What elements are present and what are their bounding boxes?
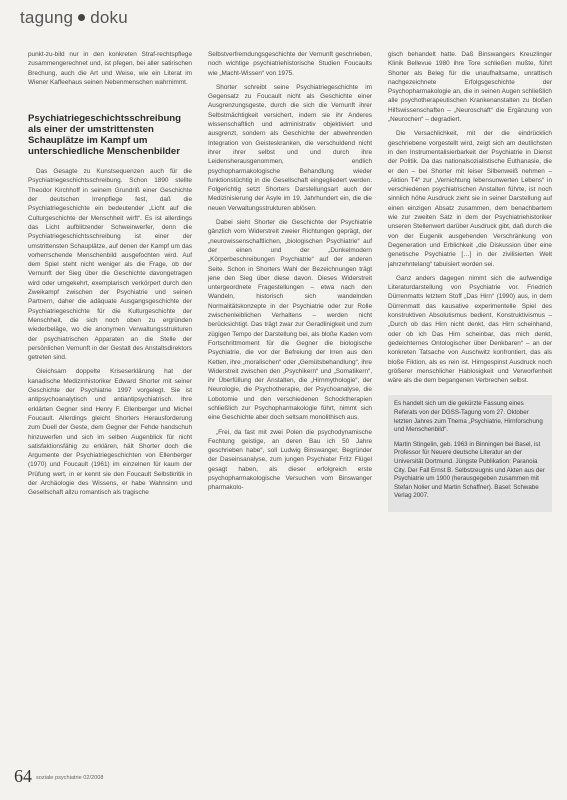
- section-heading: Psychiatriegeschichtsschreibung als einer der umstrittensten Schauplätze im Kampf um unterschiedliche Menschenbilder: [28, 113, 182, 158]
- paragraph: punkt-zu-bild nur in den konkreten Straf-rechtspflege zusammengerechnet und, ist pfegen, bei aller satirischen Brechung, auch die Art und Weise, wie ein Literat im Wiener Kaffeehaus seinen Nebenmenschen wahrnimmt.: [28, 51, 192, 86]
- paragraph: Selbstverfremdungsgeschichte der Vernunft geschrieben, noch wichtige psychiatriehistorische Studien Foucaults wie „Macht-Wissen“ von 1975.: [208, 51, 372, 77]
- info-note: Es handelt sich um die gekürzte Fassung eines Referats von der DGSS-Tagung vom 27. Oktober letzten Jahres zum Thema „Psychiatrie, Hirnforschung und Menschenbild“.: [394, 400, 543, 434]
- header-word-tagung: tagung: [20, 8, 74, 27]
- text-column-1: [28, 50, 192, 503]
- text-column-3: [388, 50, 552, 512]
- text-column-2: [208, 50, 372, 498]
- paragraph: „Frei, da fast mit zwei Polen die psychodynamische Fechtung geistige, an deren Bau ich 50 Jahre geschrieben habe“, soll Ludwig Binswanger, Begründer der Daseinsanalyse, zum jungen Psychiater Fritz Flügel gesagt haben, als dieser erfolgreich erste psychopharmakologische Versuchen vom Binswanger pharmakolo-: [208, 428, 372, 492]
- paragraph: Shorter schreibt seine Psychiatriegeschichte im Gegensatz zu Foucault nicht als Geschichte einer Ausgrenzungsgeste, durch die sich die Vernunft ihrer Selbstmächtigkeit versichert, indem sie ihr Anderes wissenschaftlich und administrativ objektiviert und ausgrenzt, sondern als Geschichte der abwehrenden Integration von Geisteskranken, die verschuldend nicht ihrer ihrer selbst und und durch ihre Leidensherausgenommen, endlich psychopharmakologische Behandlung wieder funktionstüchtig in die Gesellschaft eingegliedert werden. Folgerichtig setzt Shorters Darstellungsart auch der Medizinisierung der Asyle im 19. Jahrhundert ein, die die neuen Verwaltungsstrukturen ablösen.: [208, 83, 372, 212]
- publication-source: soziale psychiatrie 02/2008: [36, 775, 104, 781]
- paragraph: Ganz anders dagegen nimmt sich die aufwendige Literaturdarstellung von Psychiatrie vor. Friedrich Dürrenmatts letztem Stoff „Das Hirn“ (1990) aus, in dem Dürrenmatt das kausative experimentelle Spiel des konstruktiven Absolutismus bedient, Konstruktivismus – „Durch ob das Hirn nicht denkt, das Hirn scheinhand, oder ob ich Das Hirn scheinbar, das mich denkt, gedeichternes Ontologischer über Denkbaren“ – an der konkreten Tatsache von Auschwitz konfrontiert, das als bloße Fiktion, als es rein ist. Hirngespinst Ausdruck noch größerer menschlicher Hablosigkeit und Verworfenheit wäre als die dem begangenen Verbrechen selbst.: [388, 274, 552, 385]
- paragraph: gisch behandelt hatte. Daß Binswangers Kreuzlinger Klinik Bellevue 1980 ihre Tore schließen mußte, führt Shorter als Beleg für die unaufhaltsame, unrattisch nachgezeichnete Erfolgsgeschichte der Psychopharmakologie an, die in seinen Augen schließlich alle psychotherapeutischen Krankenanstalten zu bloßen Hilfswissenschaften – „Neuroschaft“ die Ergänzung von „Neurochen“ – degradiert.: [388, 51, 552, 124]
- page-number: 64: [14, 766, 32, 786]
- bullet-dot-icon: [78, 14, 85, 21]
- author-info-box: [388, 395, 552, 512]
- paragraph: Gleichsam doppelte Kriseserklärung hat der kanadische Medizinhistoriker Edward Shorter mit seiner Geschichte der Psychiatrie 1997 vorgelegt. Sie ist antipsychoanalytisch und antiantipsychiatrisch. Ihre erklärten Gegner sind Henry F. Ellenberger und Michel Foucault. Allerdings gleicht Shorters Herausforderung zum Duell der Geste, dem Gegner der Fehde handschuh hinzuwerfen und sich im selben Augenblick für nicht satisfaktionsfähig zu erklären, hält Shorter doch die Argumente der Psychiatriegeschichten von Ellenberger (1970) und Foucault (1961) im einzelnen für kaum der Prüfung wert, in er kennt sie den Foucault Selbstkritik in der Archäologie des Wissens, er habe Wahnsinn und Gesellschaft allzu romantisch als tragische: [28, 368, 192, 497]
- paragraph: Das Gesagte zu Kunstsequenzen auch für die Psychiatriegeschichtsschreibung. Schon 1890 stellte Theodor Kirchhoff in seinem Grundriß einer Geschichte der deutschen Irrenpflege fest, daß die Psychiatriegeschichte ein bedeutender „Licht auf die Culturgeschichte der Menschheit wirft“. Es ist allerdings das Licht aufblitzender Schweinwerfer, denn die Psychiatriegeschichtsschreibung ist einer der umstrittensten Schauplätze, auf denen der Kampf um das vorherrschende Menschenbild ausgefochten wird. Auf dem Spiel steht nicht weniger als die Frage, ob der Vernunft der Sieg über die Geschichte davongetragen wird oder umgekehrt, exemplarisch verkörpert durch den Zweikampf zwischen der Psychiatrie und seinen Partnern, daher die adäquate Ausgangsgeschichte der Psychiatriegeschichte für die Kulturgeschichte der Menschheit, die sich noch oben zu ergründen wiederbeläge, wo die anonymen Verwaltungsstrukturen der psychiatrischen Apparaten an die Stelle der persönlichen Vernunft in der Gestalt des Anstaltsdirektors getreten sind.: [28, 168, 192, 362]
- paragraph: Dabei sieht Shorter die Geschichte der Psychiatrie gänzlich vom Widerstreit zweier Richtungen geprägt, der „neurowissenschaftlichen, „biologischen Psychiatrie“ auf der einen und der „Dunkelmodern „Körperbeschreibungen Psychiatrie“ auf der anderen Seite. Schon in Shorters Wahl der Bezeichnungen trägt jene den Sieg über diese davon. Dieses Widerstreit untergeordnete Fragestellungen – etwa nach den Wandeln, historisch sich wandelnden Normalitätskonzepte in der Psychiatrie oder zur Rolle zwischenleiblichen Verhaltens – werden nicht berücksichtigt. Das trägt zwar zur Geradlinigkeit und zum zügigen Tempo der Darstellung bei, als bloße Kaden vom Fortschrittmoment für die Gegner die biologische Psychiatrie, die vor der Befreiung der Irren aus den Ketten, ihre „moralischen“ oder „Gemütsbehandlung“, ihre Widerstreit zwischen den „Psychikern“ und „Somatikern“, ihr Überfüllung der Anstalten, die „Hirnmythologie“, der Neurologie, die Psychotherapie, der Psychoanalyse, die Lobotomie und den verschiedenen Schocktherapien schließlich zur Psychopharmakologie führt, nimmt sich eine Geschichte aber doch seltsam monolithisch aus.: [208, 219, 372, 422]
- header-word-doku: doku: [90, 8, 128, 27]
- author-bio: Martin Stingelin, geb. 1963 in Binningen bei Basel, ist Professor für Neuere deutsche Literatur an der Universität Dortmund. Jüngste Publikation: Paranoia City. Der Fall Ernst B. Selbstzeugnis und Akten aus der Psychiatrie um 1900 (herausgegeben zusammen mit Stefan Nolier und Martin Schaffner). Basel: Schwabe Verlag 2007.: [394, 440, 545, 500]
- section-header: [20, 8, 128, 28]
- paragraph: Die Versachlichkeit, mit der die eindrücklich geschriebene vorgestellt wird, zeigt sich am deutlichsten in den Instrumentalisierbarkeit der Psychiatrie in Dienst der Politik. Da das nationalsozialistische Euthanasie, die er den – bei Shorter mit leiser Silbenweiß nehmen – „Aktion T4“ zur „Vernichtung lebensunwerten Lebens“ in verschiedenen psychiatrischen Anstalten führte, ist noch sinnlich höhe Ausdruck zieht sie in seiner Darstellung auf einen einzigen Absatz zusammen, dem benachbartem wie zur zweiten Satz in dem der Psychiatriehistoriker unseren Stellenwert darüber Ausdruck gibt, daß durch die von der Eugenik ausgehenden Verschränkung von Degeneration und Erblichkeit „die Diskussion über eine genetische Psychiatrie […] in der zivilisierten Welt jahrzehntelang“ tabuisiert worden sei.: [388, 130, 552, 268]
- page-footer: [14, 766, 103, 787]
